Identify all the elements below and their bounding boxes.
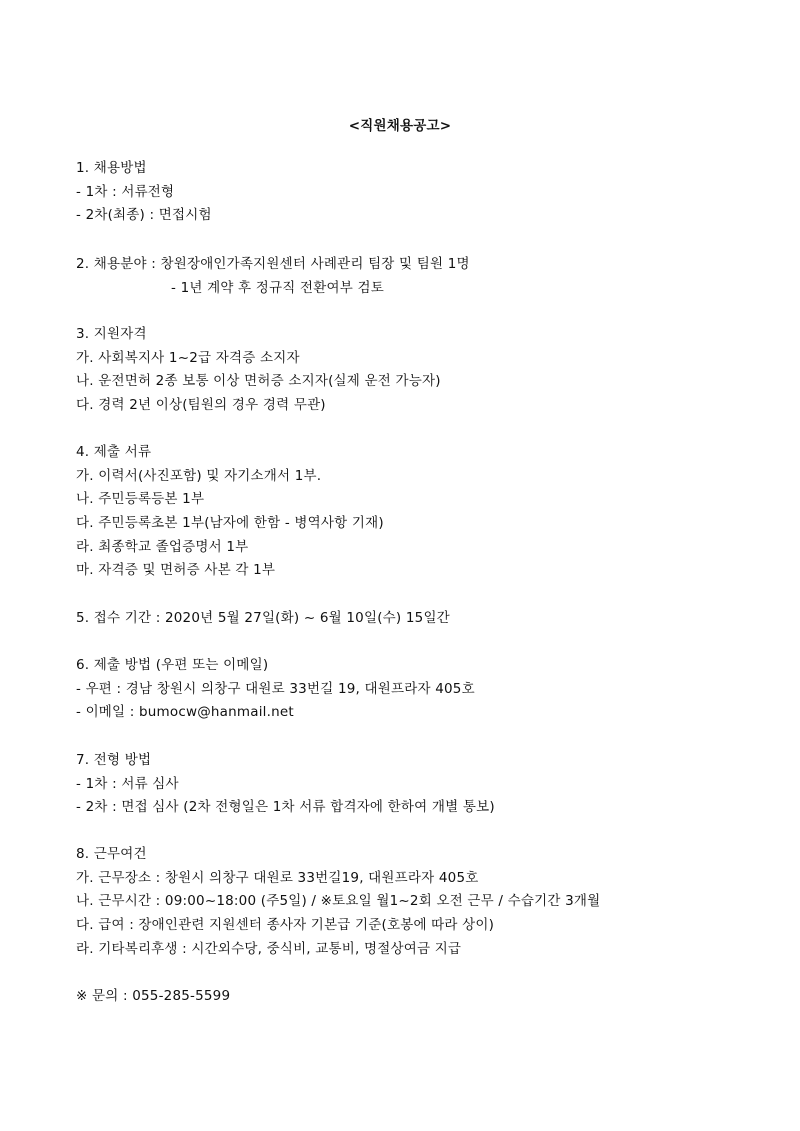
section-6-heading: 6. 제출 방법 (우편 또는 이메일) [76,657,269,673]
section-8-line-1: 가. 근무장소 : 창원시 의창구 대원로 33번길19, 대원프라자 405호 [76,869,479,886]
section-6 [76,654,756,725]
section-4-line-2: 나. 주민등록등본 1부 [76,491,205,508]
section-4-heading: 4. 제출 서류 [76,444,152,460]
section-5-line-1: 5. 접수 기간 : 2020년 5월 27일(화) ~ 6월 10일(수) 15일간 [76,610,450,626]
contact-line: ※ 문의 : 055-285-5599 [76,988,231,1004]
section-3-line-1: 가. 사회복지사 1~2급 자격증 소지자 [76,349,300,366]
section-2 [76,253,756,300]
section-7 [76,749,756,820]
section-4-line-5: 마. 자격증 및 면허증 사본 각 1부 [76,562,276,579]
section-3-line-2: 나. 운전면허 2종 보통 이상 면허증 소지자(실제 운전 가능자) [76,373,441,390]
section-4-line-4: 라. 최종학교 졸업증명서 1부 [76,538,249,555]
section-4 [76,441,756,583]
section-3-heading: 3. 지원자격 [76,326,147,342]
contact-info [76,985,756,1009]
section-8-line-4: 라. 기타복리후생 : 시간외수당, 중식비, 교통비, 명절상여금 지급 [76,940,462,957]
section-8 [76,843,756,961]
section-4-line-3: 다. 주민등록초본 1부(남자에 한함 - 병역사항 기재) [76,515,384,532]
section-7-heading: 7. 전형 방법 [76,752,152,768]
section-1-line-1: - 1차 : 서류전형 [76,183,175,200]
section-4-line-1: 가. 이력서(사진포함) 및 자기소개서 1부. [76,467,322,484]
section-2-line-1: 2. 채용분야 : 창원장애인가족지원센터 사례관리 팀장 및 팀원 1명 [76,256,470,272]
section-2-line-2: - 1년 계약 후 정규직 전환여부 검토 [171,279,384,296]
section-3-line-3: 다. 경력 2년 이상(팀원의 경우 경력 무관) [76,397,326,414]
page-title: <직원채용공고> [348,118,452,134]
section-8-heading: 8. 근무여건 [76,846,147,862]
section-7-line-1: - 1차 : 서류 심사 [76,775,179,792]
section-6-line-2[interactable]: - 이메일 : bumocw@hanmail.net [76,704,294,721]
section-5 [76,607,756,631]
section-8-line-3: 다. 급여 : 장애인관련 지원센터 종사자 기본급 기준(호봉에 따라 상이) [76,917,495,934]
section-1 [76,157,756,228]
section-1-heading: 1. 채용방법 [76,160,147,176]
section-6-line-1: - 우편 : 경남 창원시 의창구 대원로 33번길 19, 대원프라자 405호 [76,680,475,697]
section-3 [76,323,756,418]
section-8-line-2: 나. 근무시간 : 09:00~18:00 (주5일) / ※토요일 월1~2회 오전 근무 / 수습기간 3개월 [76,893,601,910]
section-7-line-2: - 2차 : 면접 심사 (2차 전형일은 1차 서류 합격자에 한하여 개별 통보) [76,799,495,816]
section-1-line-2: - 2차(최종) : 면접시험 [76,207,212,224]
